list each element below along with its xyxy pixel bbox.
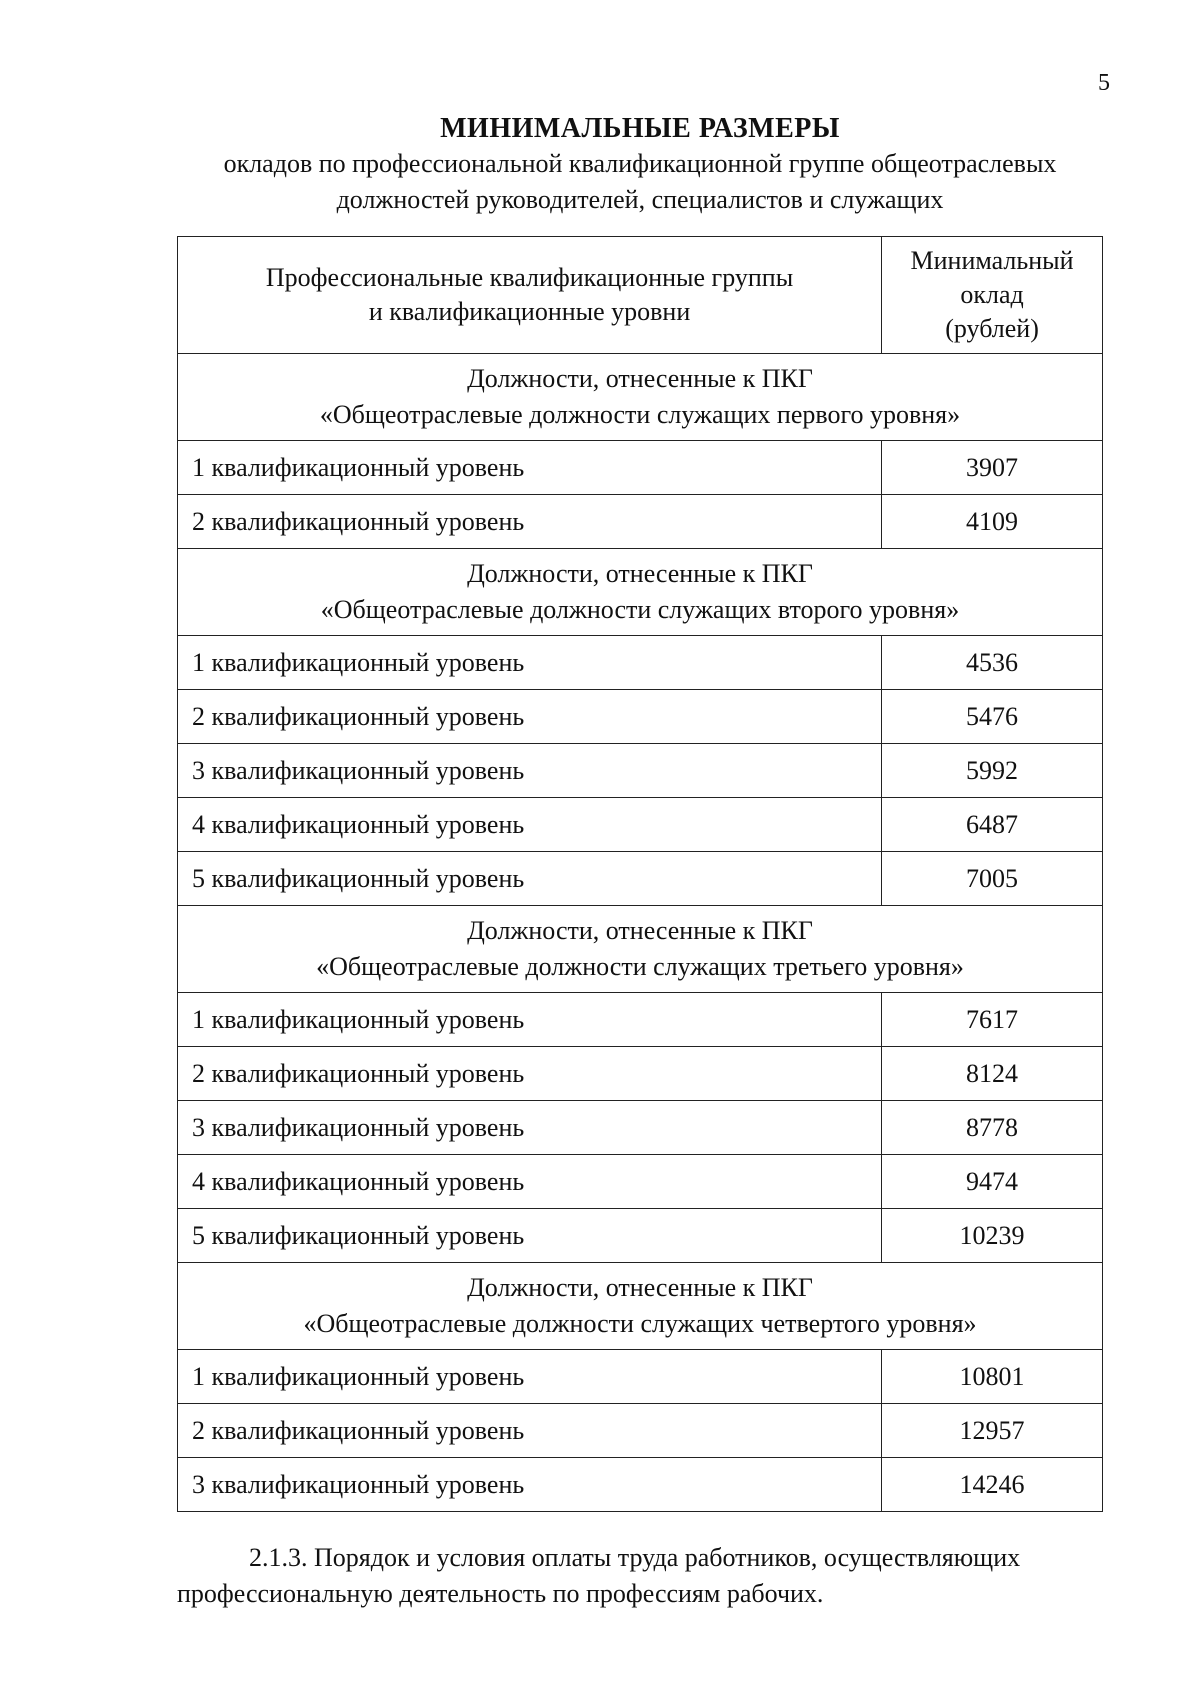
- qualification-level-cell: 2 квалификационный уровень: [178, 690, 882, 744]
- document-heading: [160, 112, 1120, 218]
- salary-table: [177, 236, 1103, 1512]
- qualification-level-cell: 2 квалификационный уровень: [178, 1047, 882, 1101]
- group-title-line2: «Общеотраслевые должности служащих первого уровня»: [319, 400, 961, 429]
- table-row: [178, 495, 1103, 549]
- table-row: [178, 1155, 1103, 1209]
- column-header-salary-line2: оклад: [960, 280, 1024, 309]
- salary-value-cell: 14246: [882, 1458, 1103, 1512]
- heading-title: МИНИМАЛЬНЫЕ РАЗМЕРЫ: [440, 113, 840, 144]
- group-title-line1: Должности, отнесенные к ПКГ: [467, 916, 813, 945]
- qualification-level-cell: 1 квалификационный уровень: [178, 636, 882, 690]
- table-row: [178, 993, 1103, 1047]
- qualification-level-cell: 3 квалификационный уровень: [178, 744, 882, 798]
- qualification-level-cell: 2 квалификационный уровень: [178, 1404, 882, 1458]
- table-header-row: [178, 237, 1103, 354]
- group-title: [178, 1263, 1103, 1350]
- table-row: [178, 1404, 1103, 1458]
- salary-value-cell: 12957: [882, 1404, 1103, 1458]
- qualification-level-cell: 3 квалификационный уровень: [178, 1101, 882, 1155]
- table-row: [178, 852, 1103, 906]
- salary-value-cell: 4109: [882, 495, 1103, 549]
- group-title: [178, 906, 1103, 993]
- group-title-line2: «Общеотраслевые должности служащих четвертого уровня»: [303, 1309, 977, 1338]
- table-row: [178, 1350, 1103, 1404]
- column-header-salary-line3: (рублей): [945, 314, 1039, 343]
- salary-value-cell: 6487: [882, 798, 1103, 852]
- group-title: [178, 549, 1103, 636]
- group-title: [178, 354, 1103, 441]
- qualification-level-cell: 4 квалификационный уровень: [178, 798, 882, 852]
- group-title-line2: «Общеотраслевые должности служащих третьего уровня»: [316, 952, 964, 981]
- salary-value-cell: 7005: [882, 852, 1103, 906]
- table-row: [178, 744, 1103, 798]
- table-row: [178, 798, 1103, 852]
- salary-value-cell: 5476: [882, 690, 1103, 744]
- page-number: 5: [1098, 70, 1110, 96]
- table-row: [178, 1047, 1103, 1101]
- group-header-row: [178, 1263, 1103, 1350]
- qualification-level-cell: 3 квалификационный уровень: [178, 1458, 882, 1512]
- salary-value-cell: 8778: [882, 1101, 1103, 1155]
- salary-value-cell: 7617: [882, 993, 1103, 1047]
- qualification-level-cell: 1 квалификационный уровень: [178, 1350, 882, 1404]
- group-header-row: [178, 354, 1103, 441]
- table-row: [178, 690, 1103, 744]
- column-header-groups-line2: и квалификационные уровни: [368, 297, 691, 326]
- salary-value-cell: 5992: [882, 744, 1103, 798]
- column-header-groups: [178, 237, 882, 354]
- group-title-line1: Должности, отнесенные к ПКГ: [467, 364, 813, 393]
- table-row: [178, 1209, 1103, 1263]
- group-title-line1: Должности, отнесенные к ПКГ: [467, 1273, 813, 1302]
- group-header-row: [178, 549, 1103, 636]
- table-row: [178, 441, 1103, 495]
- salary-table-body: [178, 237, 1103, 1512]
- qualification-level-cell: 4 квалификационный уровень: [178, 1155, 882, 1209]
- qualification-level-cell: 5 квалификационный уровень: [178, 1209, 882, 1263]
- table-row: [178, 1458, 1103, 1512]
- column-header-salary: [882, 237, 1103, 354]
- salary-value-cell: 3907: [882, 441, 1103, 495]
- qualification-level-cell: 1 квалификационный уровень: [178, 993, 882, 1047]
- qualification-level-cell: 2 квалификационный уровень: [178, 495, 882, 549]
- table-row: [178, 636, 1103, 690]
- salary-value-cell: 10801: [882, 1350, 1103, 1404]
- heading-subtitle-line2: должностей руководителей, специалистов и служащих: [336, 185, 944, 214]
- qualification-level-cell: 1 квалификационный уровень: [178, 441, 882, 495]
- column-header-groups-line1: Профессиональные квалификационные группы: [265, 263, 794, 292]
- qualification-level-cell: 5 квалификационный уровень: [178, 852, 882, 906]
- salary-value-cell: 8124: [882, 1047, 1103, 1101]
- salary-value-cell: 4536: [882, 636, 1103, 690]
- footer-paragraph: 2.1.3. Порядок и условия оплаты труда работников, осуществляющих профессиональную деятельность по профессиям рабочих.: [177, 1543, 1021, 1608]
- column-header-salary-line1: Минимальный: [910, 246, 1074, 275]
- table-row: [178, 1101, 1103, 1155]
- salary-value-cell: 10239: [882, 1209, 1103, 1263]
- salary-value-cell: 9474: [882, 1155, 1103, 1209]
- heading-subtitle-line1: окладов по профессиональной квалификационной группе общеотраслевых: [223, 149, 1057, 178]
- group-title-line2: «Общеотраслевые должности служащих второго уровня»: [320, 595, 960, 624]
- group-header-row: [178, 906, 1103, 993]
- group-title-line1: Должности, отнесенные к ПКГ: [467, 559, 813, 588]
